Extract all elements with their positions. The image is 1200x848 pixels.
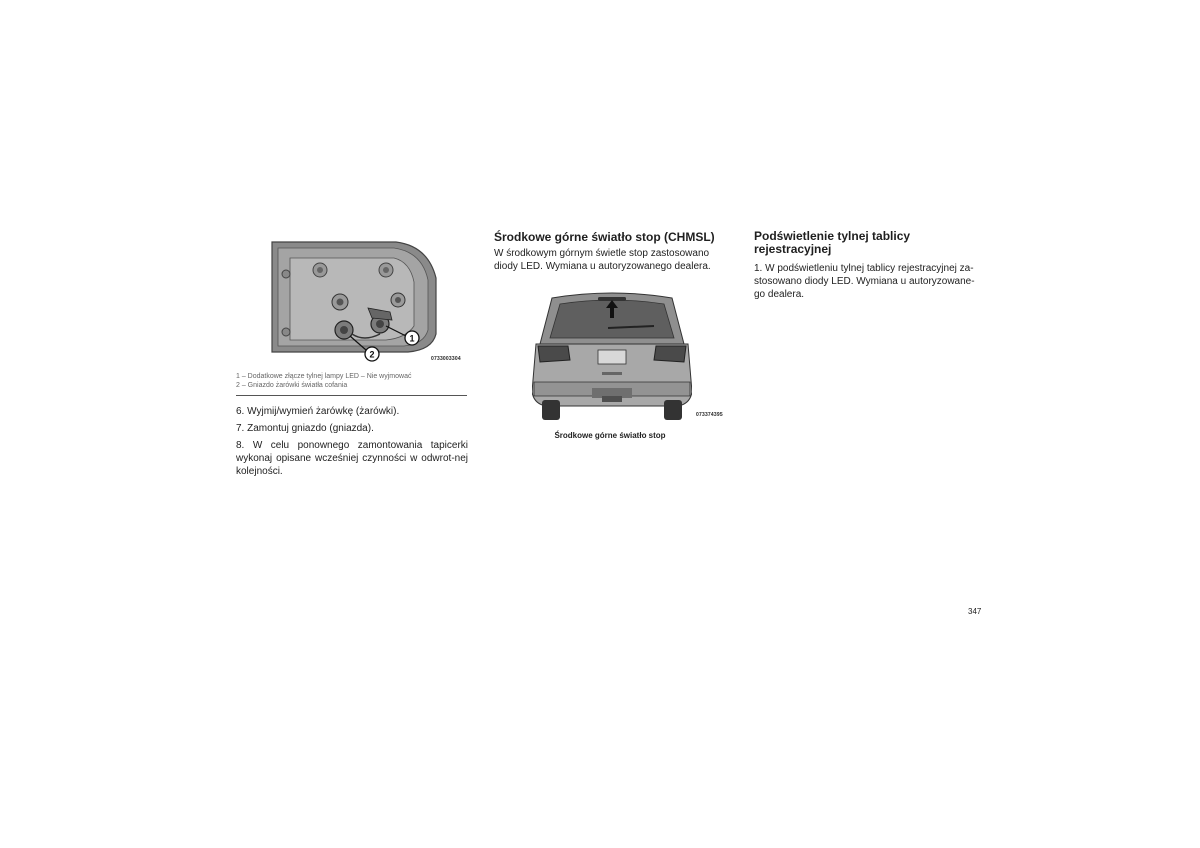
plate-line-1: 1. W podświetleniu tylnej tablicy rejestracyjnej za-: [754, 263, 974, 274]
step-7: 7. Zamontuj gniazdo (gniazda).: [236, 423, 374, 434]
plate-line-2: stosowano diody LED. Wymiana u autoryzowane-: [754, 276, 975, 287]
vehicle-rear-chmsl-illustration: [532, 288, 692, 422]
page-number: 347: [968, 607, 982, 616]
plate-line-3: go dealera.: [754, 289, 805, 300]
step-6: 6. Wyjmij/wymień żarówkę (żarówki).: [236, 406, 400, 417]
caption-line-2: 2 – Gniazdo żarówki światła cofania: [236, 382, 348, 389]
chmsl-line-2: diody LED. Wymiana u autoryzowanego dealera.: [494, 261, 711, 272]
chmsl-paragraph: [494, 247, 730, 273]
callout-2-label: 2: [369, 349, 375, 360]
tail-lamp-bulb-socket-illustration: [268, 238, 468, 368]
plate-heading-line-2: rejestracyjnej: [754, 242, 832, 256]
figure-2-caption: Środkowe górne światło stop: [554, 431, 666, 440]
chmsl-line-1: W środkowym górnym świetle stop zastosowano: [494, 248, 710, 259]
license-plate-light-heading: [754, 230, 954, 256]
caption-line-1: 1 – Dodatkowe złącze tylnej lampy LED – Nie wyjmować: [236, 373, 412, 380]
figure-1-caption: [236, 372, 468, 390]
caption-divider: [236, 395, 467, 396]
callout-1-label: 1: [409, 333, 415, 344]
step-8: 8. W celu ponownego zamontowania tapicerki wykonaj opisane wcześniej czynności w odwrot-nej kolejności.: [236, 440, 468, 477]
figure-2-code: 073374395: [696, 412, 723, 418]
figure-1-code: 0733003304: [431, 356, 461, 362]
license-plate-light-paragraph: [754, 262, 986, 301]
chmsl-heading: Środkowe górne światło stop (CHMSL): [494, 230, 715, 244]
plate-heading-line-1: Podświetlenie tylnej tablicy: [754, 229, 911, 243]
